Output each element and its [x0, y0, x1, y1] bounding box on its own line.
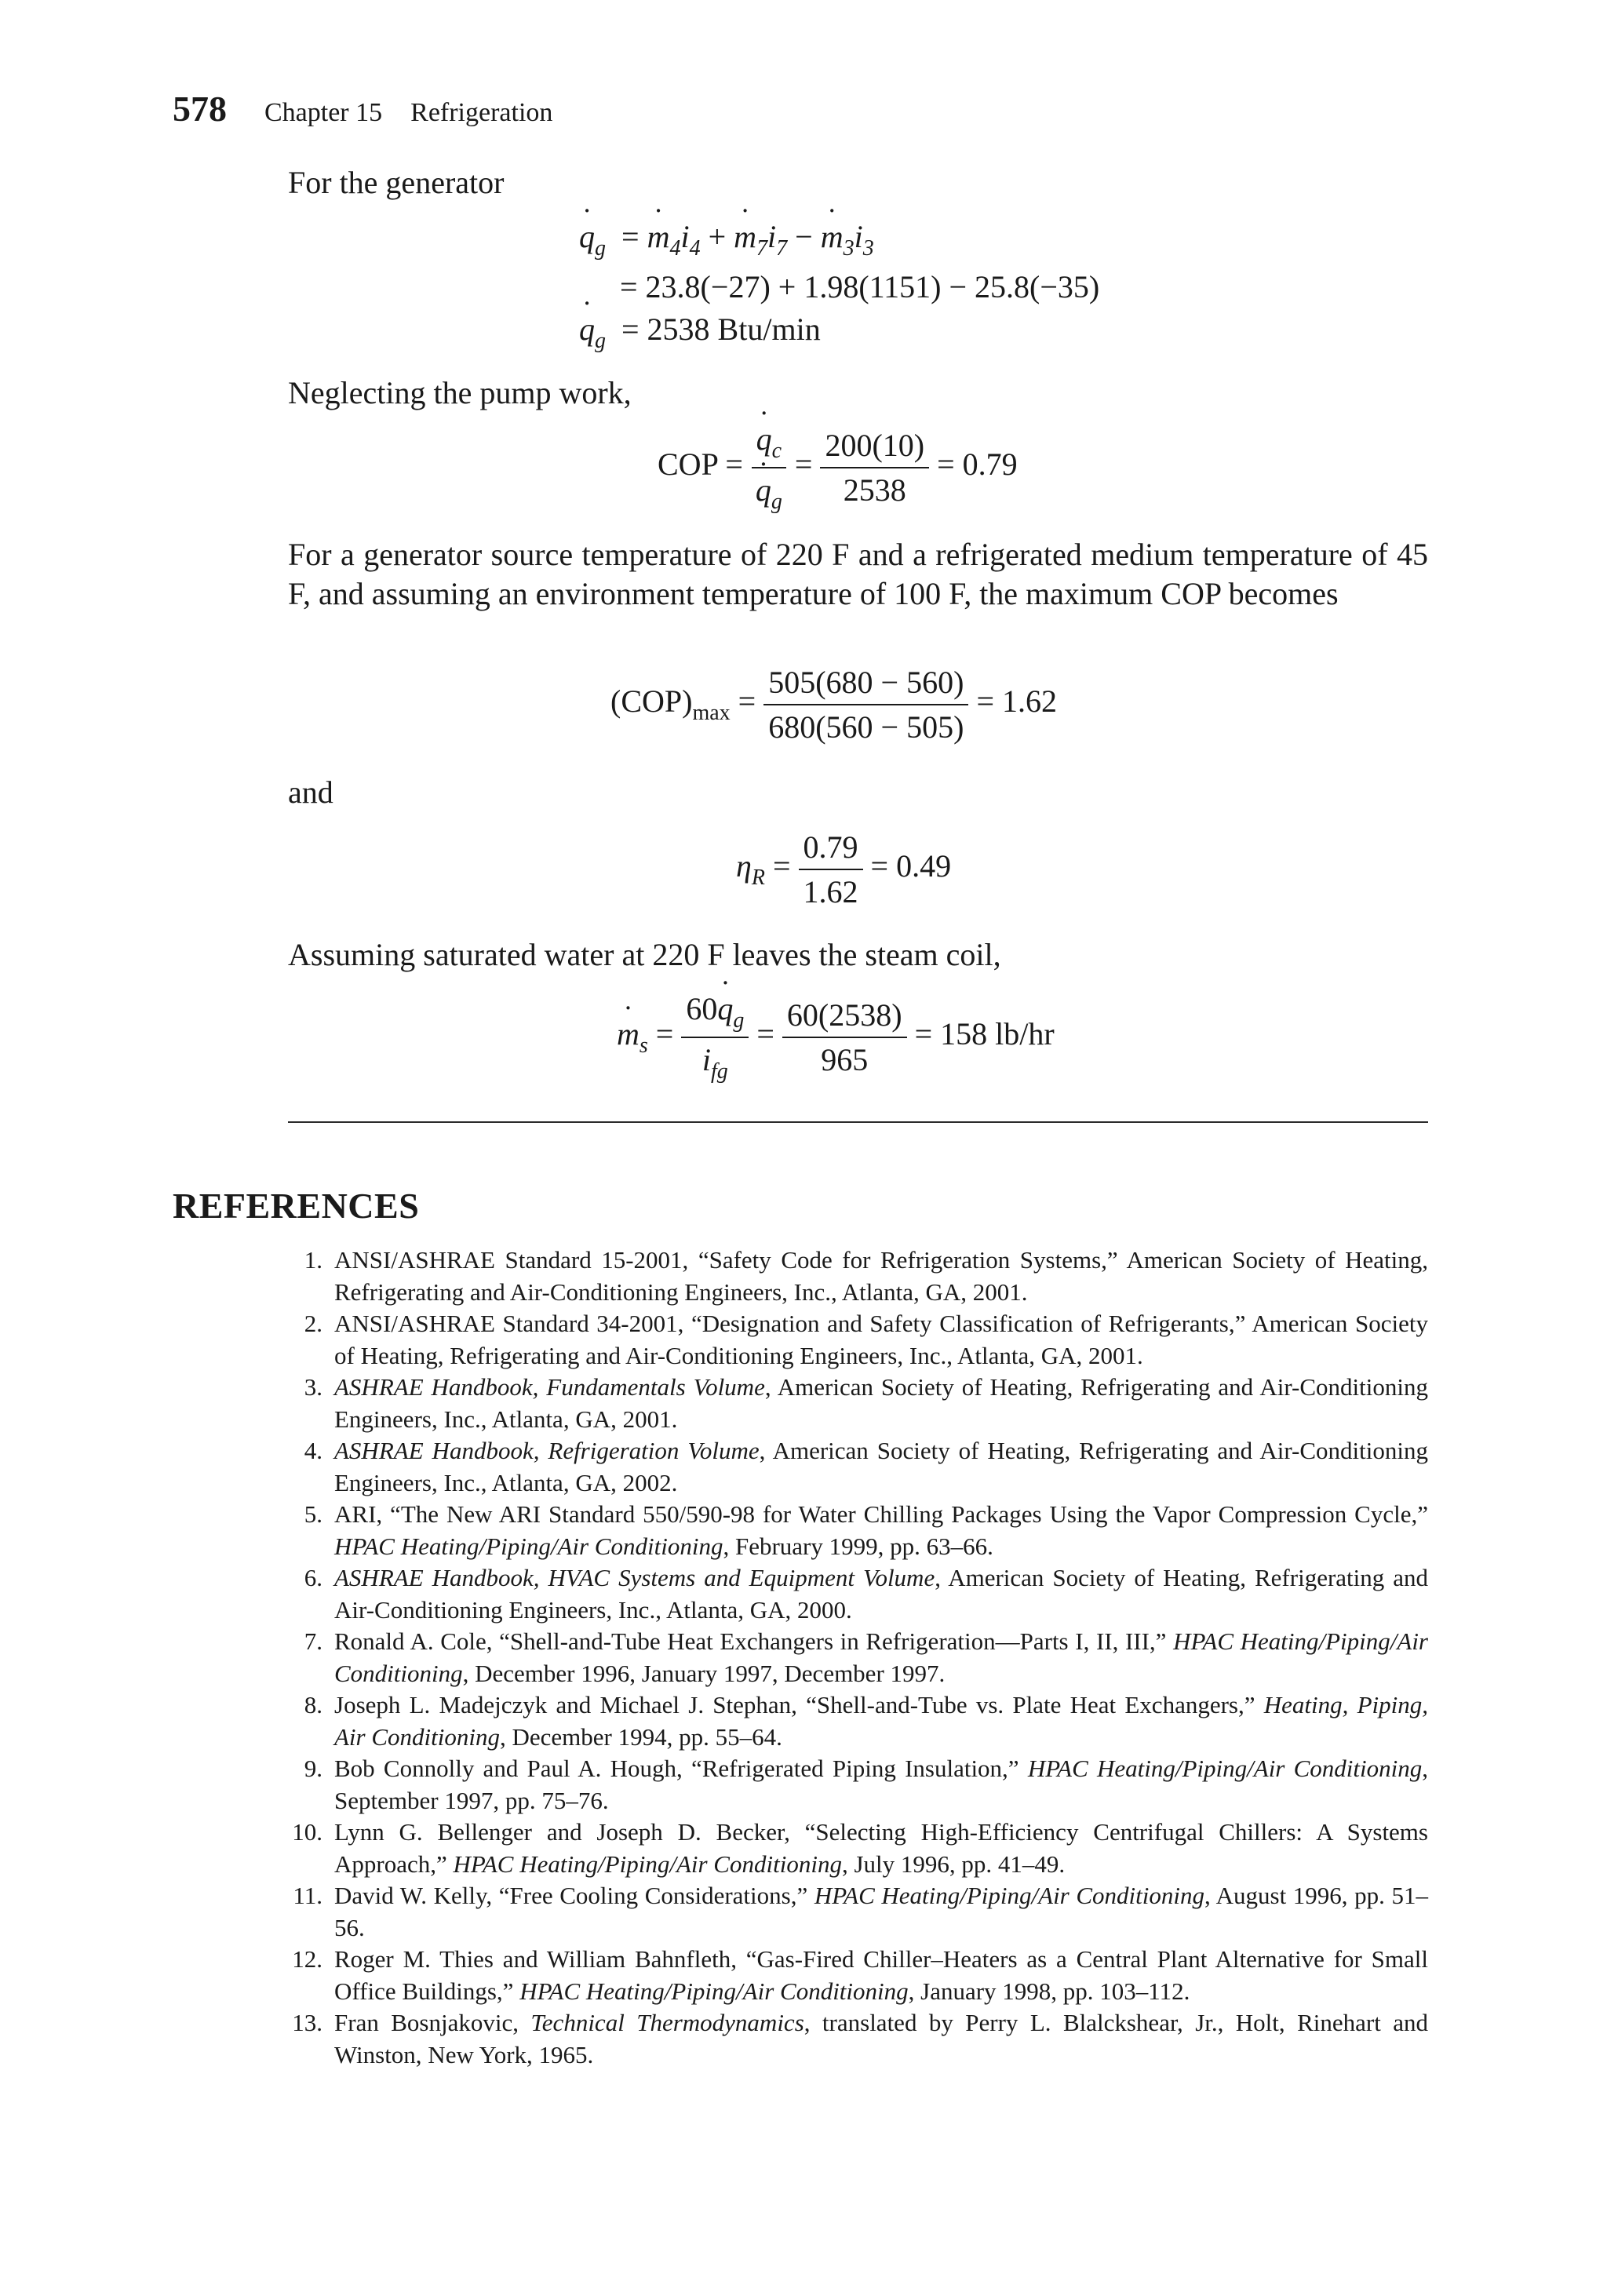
reference-text: Technical Thermodynamics: [530, 2009, 804, 2036]
reference-text: Ronald A. Cole, “Shell-and-Tube Heat Exchangers in Refrigeration—Parts I, II, III,”: [334, 1627, 1174, 1655]
reference-text: Lynn G. Bellenger and Joseph D. Becker, “Selecting High-Efficiency Centrifugal Chillers: A Systems Approach,”: [334, 1818, 1428, 1878]
steam-result: = 158 lb/hr: [914, 1016, 1055, 1052]
reference-text: , American Society of Heating, Refrigerating and Air-Conditioning Engineers, Inc., Atlanta, GA, 2002.: [334, 1437, 1428, 1496]
reference-number: 10.: [292, 1818, 322, 1846]
para-max-cop: For a generator source temperature of 220 F and a refrigerated medium temperature of 45 F, and assuming an environment temperature of 100 F, the maximum COP becomes: [288, 537, 1428, 611]
reference-text: Bob Connolly and Paul A. Hough, “Refrigerated Piping Insulation,”: [334, 1755, 1028, 1782]
reference-number: 8.: [304, 1691, 322, 1718]
section-divider: [288, 1121, 1428, 1123]
references-list: [288, 1245, 1428, 2071]
reference-item: [288, 1880, 1428, 1944]
steam-denominator: 965: [821, 1042, 869, 1077]
eta-denominator: 1.62: [803, 874, 858, 909]
reference-item: [288, 1245, 1428, 1308]
eq-cop: COP = ˙ $q_c$ ˙ $q_g$ = $\frac{200(10)}{2538}$ = 0.79: [658, 421, 1018, 515]
running-header: [173, 88, 552, 135]
para-and: and: [288, 774, 333, 810]
reference-text: Roger M. Thies and William Bahnfleth, “Gas-Fired Chiller–Heaters as a Central Plant Alternative for Small Office Buildings,”: [334, 1945, 1428, 2005]
generator-result: = 2538 Btu/min: [621, 312, 821, 347]
reference-item: [288, 1626, 1428, 1689]
eq-generator-line2: = 23.8(−27) + 1.98(1151) − 25.8(−35): [620, 269, 1100, 304]
reference-text: HPAC Heating/Piping/Air Conditioning: [1027, 1755, 1423, 1782]
reference-text: ARI, “The New ARI Standard 550/590-98 for Water Chilling Packages Using the Vapor Compression Cycle,”: [334, 1500, 1428, 1528]
cop-max-result: = 1.62: [976, 683, 1057, 720]
reference-number: 9.: [304, 1755, 322, 1782]
chapter-title: Refrigeration: [410, 98, 553, 127]
reference-text: ANSI/ASHRAE Standard 15-2001, “Safety Code for Refrigeration Systems,” American Society of Heating, Refrigerating and Air-Conditioning Engineers, Inc., Atlanta, GA, 2001.: [334, 1246, 1428, 1306]
reference-item: [288, 1372, 1428, 1435]
reference-text: HPAC Heating/Piping/Air Conditioning: [453, 1850, 842, 1878]
reference-text: Heating, Piping, Air Conditioning: [334, 1691, 1428, 1751]
reference-item: [288, 1817, 1428, 1880]
chapter-label: Chapter 15: [264, 98, 383, 127]
reference-text: , American Society of Heating, Refrigerating and Air-Conditioning Engineers, Inc., Atlanta, GA, 2000.: [334, 1564, 1428, 1624]
para-pump: Neglecting the pump work,: [288, 375, 632, 410]
reference-number: 11.: [293, 1882, 322, 1909]
eq-generator-line3: ˙ $q_g = 2538$ Btu/min: [579, 311, 821, 354]
references-heading: REFERENCES: [173, 1186, 420, 1226]
cop-fraction-symbolic: ˙ $q_c$ ˙ $q_g$: [751, 421, 787, 515]
reference-text: , December 1996, January 1997, December 1997.: [462, 1659, 946, 1687]
reference-text: , July 1996, pp. 41–49.: [841, 1850, 1066, 1878]
reference-text: ASHRAE Handbook, Refrigeration Volume: [334, 1437, 760, 1464]
reference-item: [288, 1562, 1428, 1626]
eq-generator-line1: ˙ $q_g$ = ˙ $m_4i_4$ + ˙ $m_7i_7$ − ˙ $m_3i_3$: [579, 218, 874, 261]
steam-fraction-numeric: [782, 997, 907, 1078]
reference-item: [288, 1944, 1428, 2007]
reference-text: ANSI/ASHRAE Standard 34-2001, “Designation and Safety Classification of Refrigerants,” American Society of Heating, Refrigerating and Air-Conditioning Engineers, Inc., Atlanta, GA, 2001.: [334, 1310, 1428, 1369]
reference-number: 6.: [304, 1564, 322, 1591]
cop-denominator: 2538: [843, 472, 906, 508]
reference-text: HPAC Heating/Piping/Air Conditioning: [334, 1532, 723, 1560]
reference-number: 13.: [292, 2009, 322, 2036]
cop-result: = 0.79: [937, 446, 1018, 483]
eta-fraction: [799, 829, 863, 910]
para-generator: For the generator: [288, 165, 505, 200]
eta-numerator: 0.79: [799, 829, 863, 870]
reference-text: ASHRAE Handbook, Fundamentals Volume: [334, 1373, 765, 1401]
reference-text: David W. Kelly, “Free Cooling Considerations,”: [334, 1882, 814, 1909]
reference-text: Fran Bosnjakovic,: [334, 2009, 531, 2036]
reference-text: , August 1996, pp. 51–56.: [334, 1882, 1428, 1941]
reference-number: 3.: [304, 1373, 322, 1401]
cop-fraction-numeric: [820, 427, 929, 508]
eq-eta: $\eta_R$ = $\frac{0.79}{1.62}$ = 0.49: [736, 829, 952, 909]
steam-numerator: 60(2538): [782, 997, 907, 1038]
cop-max-numerator: 505(680 − 560): [763, 664, 968, 705]
reference-item: [288, 1499, 1428, 1562]
steam-fraction-symbolic: $\frac{60˙ q_g}{i_{fg}}$: [681, 990, 749, 1084]
eq-cop-max: $(COP)_{max}$ = $\frac{505(680 - 560)}{680(560 - 505)}$ = 1.62: [610, 665, 1057, 745]
reference-item: [288, 1689, 1428, 1753]
reference-item: [288, 1308, 1428, 1372]
reference-text: HPAC Heating/Piping/Air Conditioning: [519, 1977, 909, 2005]
reference-text: , translated by Perry L. Blalckshear, Jr., Holt, Rinehart and Winston, New York, 1965.: [334, 2009, 1429, 2068]
reference-number: 1.: [304, 1246, 322, 1274]
cop-numerator: 200(10): [820, 427, 929, 468]
reference-text: , September 1997, pp. 75–76.: [334, 1755, 1428, 1814]
para-steam-coil: Assuming saturated water at 220 F leaves the steam coil,: [288, 937, 1001, 972]
reference-text: Joseph L. Madejczyk and Michael J. Stephan, “Shell-and-Tube vs. Plate Heat Exchangers,”: [334, 1691, 1264, 1718]
reference-text: HPAC Heating/Piping/Air Conditioning: [334, 1627, 1428, 1687]
reference-text: , American Society of Heating, Refrigerating and Air-Conditioning Engineers, Inc., Atlanta, GA, 2001.: [334, 1373, 1428, 1433]
reference-item: [288, 1435, 1428, 1499]
reference-item: [288, 1753, 1428, 1817]
page-number: 578: [173, 89, 227, 129]
reference-number: 2.: [304, 1310, 322, 1337]
reference-number: 12.: [292, 1945, 322, 1973]
reference-text: ASHRAE Handbook, HVAC Systems and Equipment Volume: [334, 1564, 935, 1591]
reference-item: [288, 2007, 1428, 2071]
reference-text: , January 1998, pp. 103–112.: [908, 1977, 1190, 2005]
reference-number: 7.: [304, 1627, 322, 1655]
cop-max-denominator: 680(560 − 505): [768, 709, 964, 745]
reference-text: , February 1999, pp. 63–66.: [723, 1532, 993, 1560]
eta-result: = 0.49: [870, 848, 952, 884]
reference-number: 4.: [304, 1437, 322, 1464]
reference-text: HPAC Heating/Piping/Air Conditioning: [814, 1882, 1204, 1909]
reference-number: 5.: [304, 1500, 322, 1528]
reference-text: , December 1994, pp. 55–64.: [500, 1722, 782, 1751]
cop-max-fraction: [763, 664, 968, 745]
eq-steam-flow: ˙ $m_s$ = $\frac{60˙ q_g}{i_{fg}}$ = $\frac{60(2538)}{965}$ = 158 lb/hr: [617, 990, 1055, 1084]
